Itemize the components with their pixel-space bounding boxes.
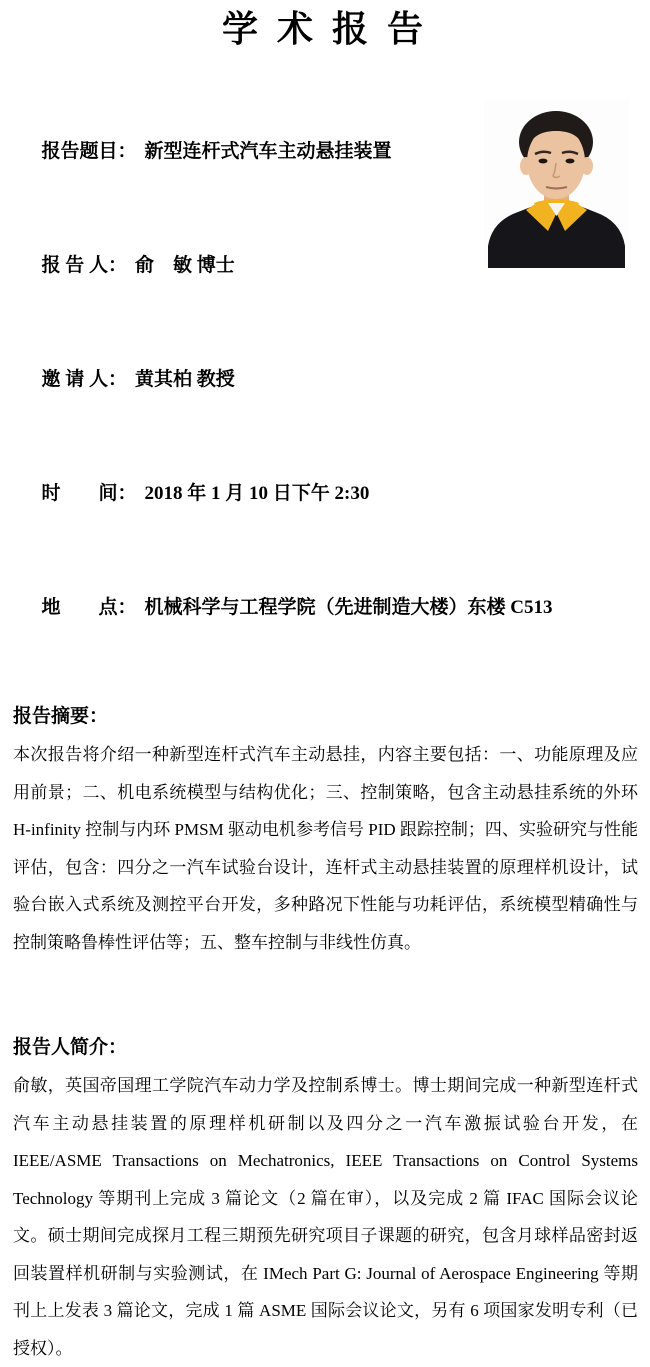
info-row-inviter — [13, 323, 650, 437]
info-row-time — [13, 437, 650, 551]
info-label-inviter: 邀 请 人： — [41, 369, 128, 390]
page-title: 学 术 报 告 — [221, 9, 428, 49]
info-value-inviter: 黄其柏 教授 — [135, 369, 235, 390]
info-value-location: 机械科学与工程学院（先进制造大楼）东楼 C513 — [144, 597, 553, 618]
info-label-topic: 报告题目： — [41, 141, 137, 162]
abstract-paragraph: 本次报告将介绍一种新型连杆式汽车主动悬挂，内容主要包括：一、功能原理及应用前景；二、机电系统模型与结构优化；三、控制策略，包含主动悬挂系统的外环 H-infinity 控制与内环 PMSM 驱动电机参考信号 PID 跟踪控制；四、实验研究与性能评估，包含：四分之一汽车试验台设计，连杆式主动悬挂装置的原理样机设计，试验台嵌入式系统及测控平台开发，多种路况下性能与功耗评估，系统模型精确性与控制策略鲁棒性评估等；五、整车控制与非线性仿真。 — [13, 745, 638, 952]
speaker-photo-image — [484, 100, 630, 268]
speaker-photo — [484, 100, 630, 268]
info-label-speaker: 报 告 人： — [41, 255, 128, 276]
info-value-topic: 新型连杆式汽车主动悬挂装置 — [144, 141, 392, 162]
info-label-time: 时 间： — [41, 483, 137, 504]
bio-paragraph: 俞敏，英国帝国理工学院汽车动力学及控制系博士。博士期间完成一种新型连杆式汽车主动悬挂装置的原理样机研制以及四分之一汽车激振试验台开发，在 IEEE/ASME Transactions on Mechatronics, IEEE Transactions on Control Systems Technology 等期刊上完成 3 篇论文（2 篇在审），以及完成 2 篇 IFAC 国际会议论文。硕士期间完成探月工程三期预先研究项目子课题的研究，包含月球样品密封返回装置样机研制与实验测试，在 IMech Part G: Journal of Aerospace Engineering 等期刊上上发表 3 篇论文，完成 1 篇 ASME 国际会议论文，另有 6 项国家发明专利（已授权）。 — [13, 1076, 638, 1358]
info-value-time: 2018 年 1 月 10 日下午 2:30 — [144, 483, 370, 504]
info-row-location — [13, 551, 650, 665]
bio-heading: 报告人简介： — [13, 1037, 128, 1058]
abstract-heading: 报告摘要： — [13, 706, 109, 727]
info-label-location: 地 点： — [41, 597, 137, 618]
info-value-speaker: 俞 敏 博士 — [135, 255, 235, 276]
